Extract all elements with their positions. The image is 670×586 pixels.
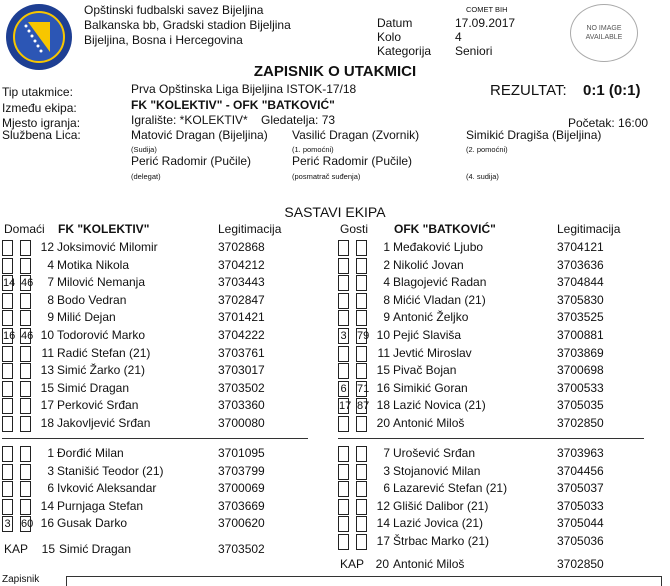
checkbox-minute-2[interactable] [20,310,31,326]
checkbox-minute-2[interactable] [20,416,31,432]
away-captain-leg: 3702850 [557,557,604,571]
player-name: Antonić Željko [393,310,469,325]
player-number: 20 [376,416,390,430]
away-sub-row [338,534,658,552]
player-number: 16 [376,380,390,395]
checkbox-minute-2[interactable]: 87 [357,400,370,413]
checkbox-minute-1[interactable] [338,275,349,291]
home-sub-row [2,499,322,517]
player-legitimation: 3705044 [557,516,604,531]
player-legitimation: 3705037 [557,481,604,496]
checkbox-minute-1[interactable] [338,516,349,532]
checkbox-minute-2[interactable] [20,240,31,256]
player-name: Pejić Slaviša [393,328,462,342]
player-number: 10 [40,328,54,342]
checkbox-minute-2[interactable]: 71 [357,382,370,395]
player-name: Simikić Goran [393,380,468,395]
away-starter-row [338,398,658,416]
checkbox-minute-1[interactable] [2,310,13,326]
player-number: 8 [383,292,390,307]
checkbox-minute-1[interactable] [2,446,13,462]
player-legitimation: 3700533 [557,380,604,395]
checkbox-minute-1[interactable] [338,310,349,326]
home-sub-row [2,481,322,499]
checkbox-minute-2[interactable] [20,346,31,362]
type-value: Prva Opštinska Liga Bijeljina ISTOK-17/18 [131,82,357,96]
player-legitimation: 3705036 [557,534,604,548]
player-name: Nikolić Jovan [393,257,464,272]
home-starter-row [2,275,322,293]
player-number: 12 [40,240,54,254]
player-number: 15 [376,363,390,378]
meta-label-round: Kolo [377,30,402,44]
checkbox-minute-1[interactable] [338,293,349,309]
player-legitimation: 3703017 [218,363,265,378]
player-name: Antonić Miloš [393,416,465,430]
player-name: Lazić Jovica (21) [393,516,484,531]
checkbox-minute-2[interactable]: 60 [21,518,34,531]
checkbox-minute-2[interactable] [20,293,31,309]
checkbox-minute-2[interactable] [356,516,367,532]
player-legitimation: 3703502 [218,380,265,395]
checkbox-minute-2[interactable] [356,275,367,291]
away-sub-row [338,499,658,517]
checkbox-minute-1[interactable] [2,381,13,397]
player-number: 1 [383,240,390,254]
player-name: Glišić Dalibor (21) [393,498,489,513]
teams-value: FK "KOLEKTIV" - OFK "BATKOVIĆ" [131,98,335,112]
checkbox-minute-2[interactable] [20,464,31,480]
checkbox-minute-2[interactable]: 46 [21,330,34,342]
player-legitimation: 3702850 [557,416,604,430]
player-legitimation: 3703669 [218,498,265,513]
checkbox-minute-2[interactable] [356,240,367,256]
player-number: 14 [376,516,390,531]
home-starter-row [2,363,322,381]
officials-label: Službena Lica: [2,128,81,142]
player-legitimation: 3705035 [557,398,604,413]
checkbox-minute-2[interactable] [356,258,367,274]
footer-table-edge [66,576,662,586]
checkbox-minute-2[interactable] [356,346,367,362]
footer-label: Zapisnik [2,574,40,585]
federation-crest-icon [4,2,74,72]
checkbox-minute-2[interactable] [356,310,367,326]
player-legitimation: 3700881 [557,328,604,342]
home-team-name: FK "KOLEKTIV" [58,222,150,236]
home-starter-row [2,416,322,434]
checkbox-minute-2[interactable] [356,499,367,515]
player-number: 6 [383,481,390,496]
home-captain-label: KAP [4,542,29,556]
checkbox-minute-2[interactable] [20,381,31,397]
checkbox-minute-1[interactable]: 3 [338,328,349,344]
player-number: 4 [47,257,54,272]
player-number: 15 [40,380,54,395]
player-name: Međaković Ljubo [393,240,484,254]
player-number: 9 [383,310,390,325]
home-sub-row [2,516,322,534]
away-starter-row [338,240,658,258]
player-name: Mićić Vladan (21) [393,292,486,307]
type-label: Tip utakmice: [2,85,73,99]
player-legitimation: 3703761 [218,345,265,360]
result-value: 0:1 (0:1) [583,82,641,99]
checkbox-minute-1[interactable] [2,481,13,497]
no-image-text: NO IMAGE AVAILABLE [585,25,623,41]
player-legitimation: 3704212 [218,257,265,272]
player-number: 11 [41,345,54,360]
checkbox-minute-2[interactable] [356,534,367,550]
player-name: Pivač Bojan [393,363,457,378]
checkbox-minute-1[interactable] [2,293,13,309]
official-fourth-role: (4. sudija) [466,172,499,181]
away-sub-row [338,446,658,464]
player-legitimation: 3703799 [218,463,265,478]
player-name: Jevtić Miroslav [393,345,472,360]
checkbox-minute-1[interactable] [2,499,13,515]
player-name: Blagojević Radan [393,275,487,290]
player-legitimation: 3704121 [557,240,604,254]
checkbox-minute-1[interactable] [2,258,13,274]
checkbox-minute-2[interactable] [20,446,31,462]
checkbox-minute-1[interactable] [338,363,349,379]
spectators: Gledatelja: 73 [261,113,336,127]
org-line-2: Balkanska bb, Gradski stadion Bijeljina [84,18,291,32]
player-number: 17 [40,398,54,413]
no-image-placeholder [570,4,638,62]
checkbox-minute-2[interactable] [356,293,367,309]
player-number: 9 [47,310,54,325]
player-number: 16 [40,516,54,531]
player-name: Milić Dejan [57,310,116,325]
result-label: REZULTAT: [490,82,567,99]
player-name: Đorđić Milan [57,446,124,460]
checkbox-minute-1[interactable] [2,464,13,480]
away-starter-row [338,363,658,381]
checkbox-minute-2[interactable]: 46 [21,277,34,290]
checkbox-minute-1[interactable]: 6 [338,381,349,397]
org-line-3: Bijeljina, Bosna i Hercegovina [84,33,243,47]
checkbox-minute-2[interactable] [356,464,367,480]
checkbox-minute-2[interactable] [356,416,367,432]
player-name: Lazić Novica (21) [393,398,486,413]
player-number: 4 [383,275,390,290]
player-name: Milović Nemanja [57,275,146,290]
player-number: 14 [40,498,54,513]
page-title: ZAPISNIK O UTAKMICI [253,63,417,80]
player-number: 6 [47,481,54,496]
checkbox-minute-2[interactable] [20,481,31,497]
player-legitimation: 3703869 [557,345,604,360]
source-label: COMET BIH [466,5,508,14]
checkbox-minute-1[interactable] [338,481,349,497]
player-legitimation: 3705033 [557,498,604,513]
away-starter-row [338,346,658,364]
player-number: 17 [376,534,390,548]
home-sub-row [2,464,322,482]
away-sub-row [338,481,658,499]
away-starter-row [338,293,658,311]
official-referee: Matović Dragan (Bijeljina) [131,128,268,142]
player-legitimation: 3703525 [557,310,604,325]
home-starter-row [2,346,322,364]
official-assistant-2-role: (2. pomoćni) [466,145,508,154]
home-divider [2,438,308,439]
checkbox-minute-1[interactable] [338,240,349,256]
official-assistant-2: Simikić Dragiša (Bijeljina) [466,128,602,142]
player-legitimation: 3700069 [218,481,265,496]
player-legitimation: 3702847 [218,292,265,307]
home-starter-row [2,381,322,399]
player-name: Štrbac Marko (21) [393,534,490,548]
federation-logo [4,2,74,72]
meta-value-round: 4 [455,30,462,44]
meta-value-category: Seniori [455,44,493,58]
checkbox-minute-1[interactable] [2,363,13,379]
checkbox-minute-1[interactable]: 16 [3,330,16,342]
player-name: Joksimović Milomir [57,240,158,254]
player-legitimation: 3700698 [557,363,604,378]
player-name: Ivković Aleksandar [57,481,157,496]
lineups-title: SASTAVI EKIPA [284,204,386,220]
home-starter-row [2,293,322,311]
player-name: Motika Nikola [57,257,130,272]
checkbox-minute-1[interactable]: 3 [2,516,13,532]
meta-label-category: Kategorija [377,44,432,58]
checkbox-minute-1[interactable]: 17 [339,400,352,413]
player-name: Bodo Vedran [57,292,127,307]
away-starter-row [338,416,658,434]
player-legitimation: 3701095 [218,446,265,460]
home-leg-header: Legitimacija [218,222,282,236]
player-number: 7 [383,446,390,460]
venue-value: Igralište: *KOLEKTIV* [131,113,248,127]
home-starter-row [2,258,322,276]
home-starter-row [2,398,322,416]
home-side-label: Domaći [4,222,45,236]
checkbox-minute-1[interactable] [338,416,349,432]
player-legitimation: 3702868 [218,240,265,254]
player-number: 3 [383,463,390,478]
checkbox-minute-1[interactable] [338,258,349,274]
player-number: 18 [40,416,54,430]
checkbox-minute-1[interactable] [2,398,13,414]
teams-label: Između ekipa: [2,101,77,115]
away-captain-label: KAP [340,557,365,571]
checkbox-minute-1[interactable] [338,534,349,550]
away-captain-name: Antonić Miloš [393,557,465,571]
player-legitimation: 3704222 [218,328,265,342]
official-referee-role: (Sudija) [131,145,157,154]
official-assistant-1-role: (1. pomoćni) [292,145,334,154]
away-captain-number: 20 [375,557,389,571]
official-observer: Perić Radomir (Pučile) [292,154,413,168]
checkbox-minute-2[interactable] [356,481,367,497]
away-starter-row [338,258,658,276]
away-starter-row [338,310,658,328]
player-number: 8 [47,292,54,307]
checkbox-minute-1[interactable] [2,416,13,432]
player-legitimation: 3703636 [557,257,604,272]
player-legitimation: 3703963 [557,446,604,460]
player-name: Todorović Marko [57,328,146,342]
official-delegate: Perić Radomir (Pučile) [131,154,252,168]
official-assistant-1: Vasilić Dragan (Zvornik) [292,128,420,142]
player-name: Simić Žarko (21) [57,363,146,378]
checkbox-minute-2[interactable]: 79 [357,330,370,342]
away-divider [338,438,644,439]
away-starter-row [338,328,658,346]
meta-label-date: Datum [377,16,413,30]
player-number: 7 [47,275,54,290]
checkbox-minute-2[interactable] [20,398,31,414]
org-line-1: Opštinski fudbalski savez Bijeljina [84,3,264,17]
venue-label: Mjesto igranja: [2,116,81,130]
player-name: Stanišić Teodor (21) [57,463,164,478]
official-observer-role: (posmatrač suđenja) [292,172,361,181]
player-number: 3 [47,463,54,478]
away-leg-header: Legitimacija [557,222,621,236]
away-sub-row [338,464,658,482]
player-name: Stojanović Milan [393,463,481,478]
home-captain-number: 15 [41,542,55,556]
away-sub-row [338,516,658,534]
home-captain-leg: 3703502 [218,542,265,556]
player-number: 2 [383,257,390,272]
player-name: Urošević Srđan [393,446,476,460]
meta-value-date: 17.09.2017 [455,16,516,30]
away-starter-row [338,381,658,399]
player-number: 11 [377,345,390,360]
checkbox-minute-1[interactable] [338,464,349,480]
home-starter-row [2,328,322,346]
checkbox-minute-1[interactable]: 14 [3,277,16,290]
player-number: 12 [376,498,390,513]
official-delegate-role: (delegat) [131,172,161,181]
player-name: Purnjaga Stefan [57,498,144,513]
checkbox-minute-2[interactable] [20,499,31,515]
checkbox-minute-1[interactable] [2,346,13,362]
checkbox-minute-1[interactable] [2,240,13,256]
home-starter-row [2,310,322,328]
player-legitimation: 3704844 [557,275,604,290]
player-legitimation: 3703443 [218,275,265,290]
player-legitimation: 3703360 [218,398,265,413]
player-legitimation: 3700620 [218,516,265,531]
player-name: Radić Stefan (21) [57,345,151,360]
player-number: 13 [40,363,54,378]
home-sub-row [2,446,322,464]
player-name: Simić Dragan [57,380,130,395]
away-side-label: Gosti [340,222,369,236]
player-name: Perković Srđan [57,398,139,413]
away-team-name: OFK "BATKOVIĆ" [394,222,496,236]
player-name: Lazarević Stefan (21) [393,481,508,496]
player-number: 1 [47,446,54,460]
home-captain-name: Simić Dragan [59,542,132,556]
checkbox-minute-1[interactable] [338,346,349,362]
checkbox-minute-2[interactable] [20,258,31,274]
player-legitimation: 3701421 [218,310,265,325]
start-time: Početak: 16:00 [568,116,649,130]
player-legitimation: 3705830 [557,292,604,307]
checkbox-minute-1[interactable] [338,499,349,515]
checkbox-minute-2[interactable] [356,446,367,462]
checkbox-minute-1[interactable] [338,446,349,462]
checkbox-minute-2[interactable] [356,363,367,379]
player-legitimation: 3704456 [557,463,604,478]
player-name: Gusak Darko [57,516,128,531]
player-name: Jakovljević Srđan [57,416,151,430]
player-number: 18 [376,398,390,413]
player-number: 10 [376,328,390,342]
home-starter-row [2,240,322,258]
checkbox-minute-2[interactable] [20,363,31,379]
away-starter-row [338,275,658,293]
player-legitimation: 3700080 [218,416,265,430]
